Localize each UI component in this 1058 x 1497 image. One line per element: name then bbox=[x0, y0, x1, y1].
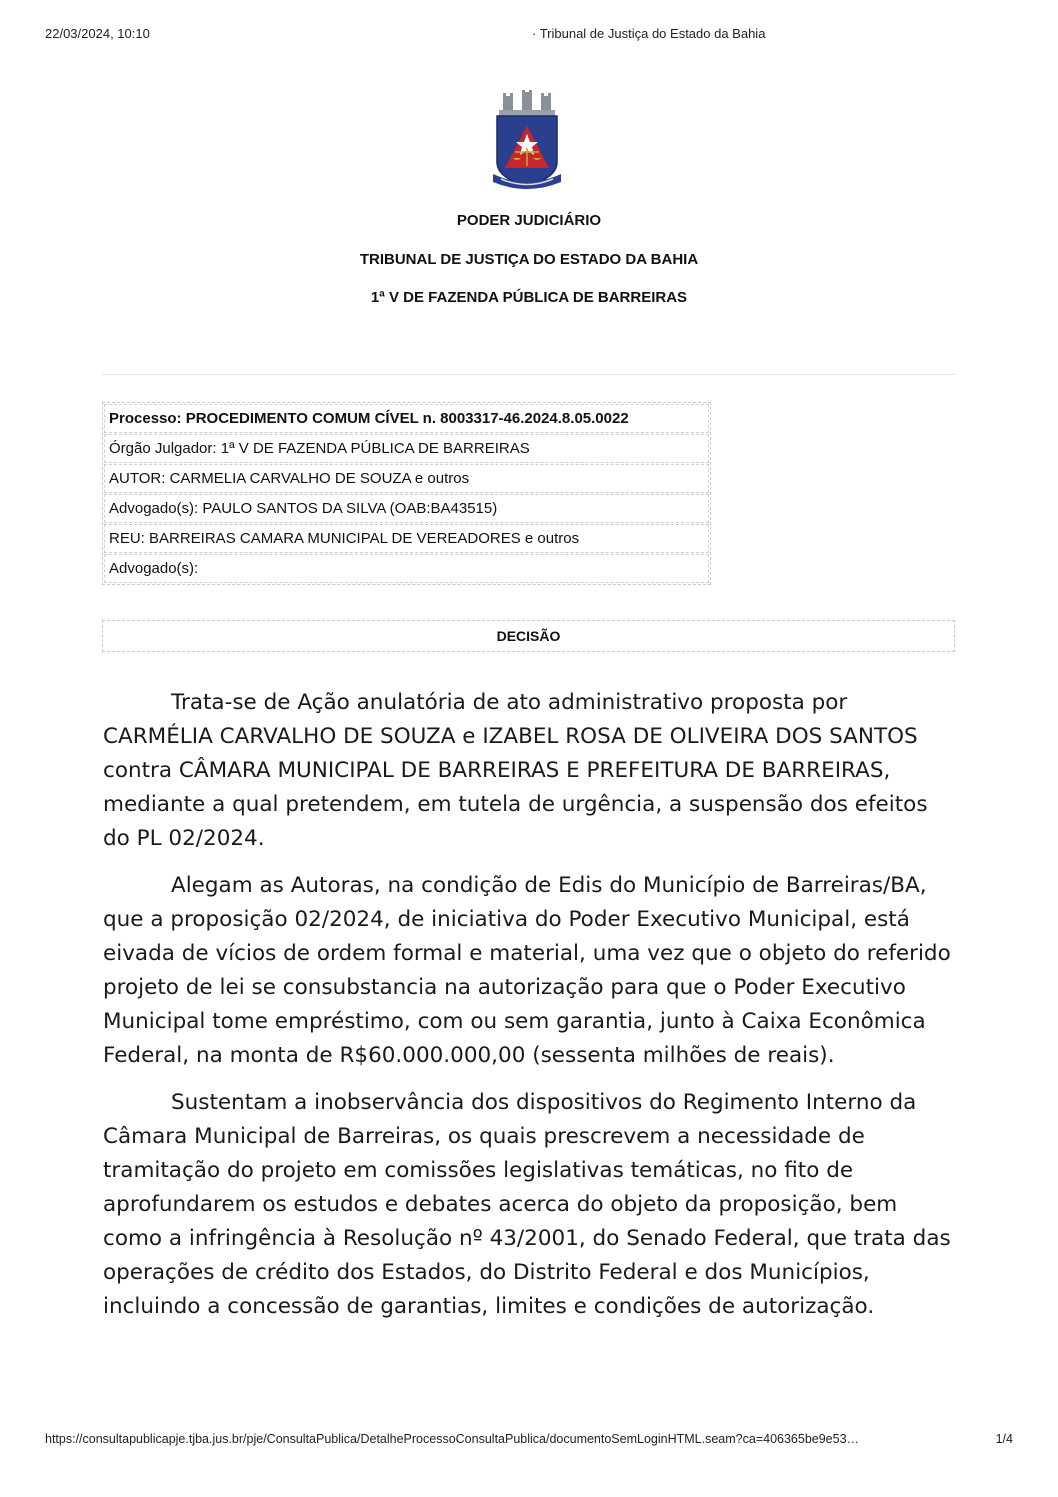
process-number: Processo: PROCEDIMENTO COMUM CÍVEL n. 8003317-46.2024.8.05.0022 bbox=[104, 404, 709, 433]
defendant: REU: BARREIRAS CAMARA MUNICIPAL DE VEREADORES e outros bbox=[104, 524, 709, 553]
document-url: https://consultapublicapje.tjba.jus.br/pje/ConsultaPublica/DetalheProcessoConsultaPublica/documentoSemLoginHTML.seam?ca=406365be9e53… bbox=[45, 1432, 860, 1446]
plaintiff: AUTOR: CARMELIA CARVALHO DE SOUZA e outros bbox=[104, 464, 709, 493]
print-datetime: 22/03/2024, 10:10 bbox=[45, 26, 150, 41]
table-row bbox=[104, 554, 709, 583]
print-footer bbox=[45, 1432, 1013, 1448]
paragraph-2: Alegam as Autoras, na condição de Edis do Município de Barreiras/BA, que a proposição 02/2024, de iniciativa do Poder Executivo Municipal, está eivada de vícios de ordem formal e material, uma vez que o objeto do referido projeto de lei se consubstancia na autorização para que o Poder Executivo Municipal tome empréstimo, com ou sem garantia, junto à Caixa Econômica Federal, na monta de R$60.000.000,00 (sessenta milhões de reais). bbox=[103, 873, 951, 1068]
bahia-coat-of-arms-icon bbox=[487, 90, 567, 194]
table-row bbox=[104, 404, 709, 433]
judging-body: Órgão Julgador: 1ª V DE FAZENDA PÚBLICA DE BARREIRAS bbox=[104, 434, 709, 463]
court-power-heading: PODER JUDICIÁRIO bbox=[456, 212, 602, 229]
paragraph-3: Sustentam a inobservância dos dispositivos do Regimento Interno da Câmara Municipal de Barreiras, os quais prescrevem a necessidade de tramitação do projeto em comissões legislativas temáticas, no fito de aprofundarem os estudos e debates acerca do objeto da proposição, bem como a infringência à Resolução nº 43/2001, do Senado Federal, que trata das operações de crédito dos Estados, do Distrito Federal e dos Municípios, incluindo a concessão de garantias, limites e condições de autorização. bbox=[103, 1090, 951, 1319]
court-name-heading: TRIBUNAL DE JUSTIÇA DO ESTADO DA BAHIA bbox=[359, 251, 699, 268]
table-row bbox=[104, 434, 709, 463]
print-header bbox=[45, 26, 1013, 42]
table-row bbox=[104, 494, 709, 523]
print-page-title: · Tribunal de Justiça do Estado da Bahia bbox=[532, 26, 766, 41]
decision-body bbox=[103, 686, 955, 1337]
header-divider bbox=[102, 374, 955, 375]
defendant-lawyer: Advogado(s): bbox=[104, 554, 709, 583]
table-row bbox=[104, 524, 709, 553]
page-counter: 1/4 bbox=[995, 1432, 1013, 1446]
court-division-heading: 1ª V DE FAZENDA PÚBLICA DE BARREIRAS bbox=[370, 289, 688, 306]
plaintiff-lawyer: Advogado(s): PAULO SANTOS DA SILVA (OAB:BA43515) bbox=[104, 494, 709, 523]
table-row bbox=[104, 464, 709, 493]
process-info-table bbox=[102, 402, 711, 585]
paragraph-1: Trata-se de Ação anulatória de ato administrativo proposta por CARMÉLIA CARVALHO DE SOUZA e IZABEL ROSA DE OLIVEIRA DOS SANTOS contra CÂMARA MUNICIPAL DE BARREIRAS E PREFEITURA DE BARREIRAS, mediante a qual pretendem, em tutela de urgência, a suspensão dos efeitos do PL 02/2024. bbox=[103, 690, 928, 851]
decision-title: DECISÃO bbox=[102, 620, 955, 652]
